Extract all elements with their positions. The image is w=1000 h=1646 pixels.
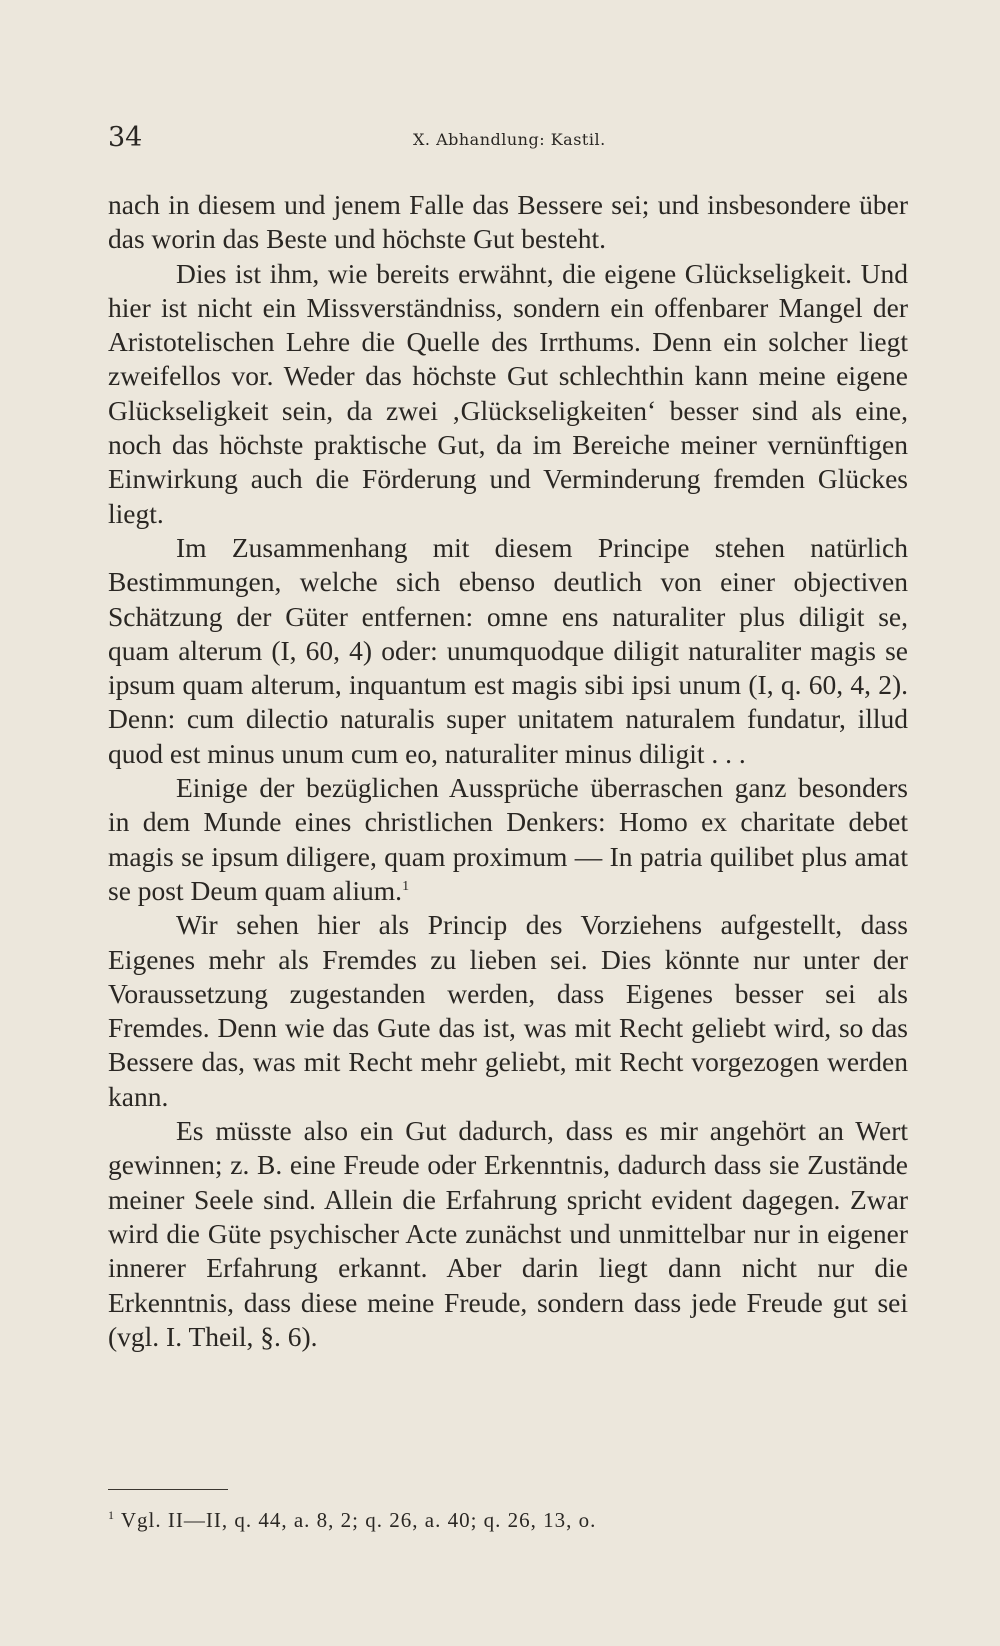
paragraph-2: Dies ist ihm, wie bereits erwähnt, die eigene Glückseligkeit. Und hier ist nicht ein Missverständniss, sondern ein offenbarer Mangel der Aristotelischen Lehre die Quelle des Irrthums. Denn ein solcher liegt zweifellos vor. Weder das höchste Gut schlechthin kann meine eigene Glückseligkeit sein, da zwei ‚Glückseligkeiten‘ besser sind als eine, noch das höchste praktische Gut, da im Bereiche meiner vernünftigen Einwirkung auch die Förderung und Verminderung fremden Glückes liegt.: [108, 257, 908, 529]
footnote-marker: 1: [108, 1508, 115, 1522]
page-number: 34: [108, 122, 143, 153]
footnote-text: Vgl. II—II, q. 44, a. 8, 2; q. 26, a. 40; q. 26, 13, o.: [120, 1508, 597, 1532]
paragraph-6: Es müsste also ein Gut dadurch, dass es mir angehört an Wert gewinnen; z. B. eine Freude oder Erkenntnis, dadurch dass sie Zustände meiner Seele sind. Allein die Erfahrung spricht evident dagegen. Zwar wird die Güte psychischer Acte zunächst und unmittelbar nur in eigener innerer Erfahrung erkannt. Aber darin liegt dann nicht nur die Erkenntnis, dass diese meine Freude, sondern dass jede Freude gut sei (vgl. I. Theil, §. 6).: [108, 1115, 908, 1352]
paragraph-3: Im Zusammenhang mit diesem Principe stehen natürlich Bestimmungen, welche sich ebenso deutlich von einer objectiven Schätzung der Güter entfernen: omne ens naturaliter plus diligit se, quam alterum (I, 60, 4) oder: unumquodque diligit naturaliter magis se ipsum quam alterum, inquantum est magis sibi ipsi unum (I, q. 60, 4, 2). Denn: cum dilectio naturalis super unitatem naturalem fundatur, illud quod est minus unum cum eo, naturaliter minus diligit . . .: [108, 531, 908, 769]
running-head: X. Abhandlung: Kastil.: [413, 130, 606, 149]
page-header: [108, 122, 908, 162]
paragraph-1: nach in diesem und jenem Falle das Bessere sei; und insbesondere über das worin das Beste und höchste Gut besteht.: [108, 189, 908, 255]
footnote: [108, 1508, 908, 1533]
footnote-divider: [108, 1489, 228, 1490]
paragraph-5: Wir sehen hier als Princip des Vorziehens aufgestellt, dass Eigenes mehr als Fremdes zu lieben sei. Dies könnte nur unter der Voraussetzung zugestanden werden, dass Eigenes besser sei als Fremdes. Denn wie das Gute das ist, was mit Recht geliebt wird, so das Bessere das, was mit Recht mehr geliebt, mit Recht vorgezogen werden kann.: [108, 909, 908, 1112]
paragraph-4: [108, 771, 908, 908]
body-text: [108, 188, 908, 1354]
paragraph-4-text: Einige der bezüglichen Aussprüche überraschen ganz besonders in dem Munde eines christlichen Denkers: Homo ex charitate debet magis se ipsum diligere, quam proximum — In patria quilibet plus amat se post Deum quam alium.: [108, 772, 908, 906]
footnote-reference: 1: [402, 878, 410, 894]
